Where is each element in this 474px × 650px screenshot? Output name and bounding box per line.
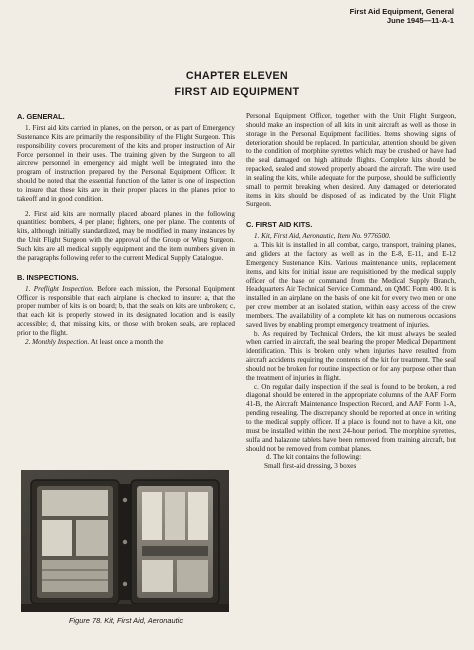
section-c-a: a. This kit is installed in all combat, cargo, transport, training planes, and gliders at the factory as well as in the E-8, E-11, and E-12 Emergency Sustenance Kits. Various maintenance units, replacement items, and kits for initial issue are requisitioned by the medical supply officer of the base or command from the Medical Supply Branch, Headquarters Air Technical Service Command, on QMC Form 400. It is installed in an airplane on the basis of one kit for every two men or one per crew member at an isolated station, within easy access of the crew members. The availability of a complete kit has on numerous occasions saved lives by enabling prompt emergency treatment of injuries. bbox=[246, 241, 456, 329]
kit-item-lead: 1. Kit, First Aid, Aeronautic, Item No. 9776500. bbox=[254, 232, 391, 241]
monthly-continuation: Personal Equipment Officer, together with the Unit Flight Surgeon, should make an inspection of all kits in unit aircraft as well as those in storage in the Personal Equipment facilities. Items showing signs of deterioration should be replaced. In particular, attention should be given to the condition of morphine syrettes which may be crushed or have had the seal damaged on high altitude flights. Complete kits should be repacked, sealed and stowed properly aboard the aircraft. The wire used in sealing the kits, while adequate for the purpose, should be sufficiently small to permit breaking when desired. Any damaged or deteriorated items in kits should be disposed of as indicated by the Unit Flight Surgeon. bbox=[246, 112, 456, 209]
right-column bbox=[246, 112, 456, 471]
section-b-paragraph-1 bbox=[17, 285, 235, 338]
chapter-title: FIRST AID EQUIPMENT bbox=[174, 86, 300, 98]
first-aid-kit-photo bbox=[21, 470, 229, 612]
section-b-heading: B. INSPECTIONS. bbox=[17, 272, 79, 282]
chapter-label: CHAPTER ELEVEN bbox=[185, 70, 289, 82]
monthly-text: At least once a month the bbox=[89, 337, 164, 346]
running-head-title: First Aid Equipment, General bbox=[349, 7, 454, 16]
monthly-lead: 2. Monthly Inspection. bbox=[25, 337, 90, 346]
preflight-lead: 1. Preflight Inspection. bbox=[25, 284, 94, 293]
first-aid-kit-photo-drawing bbox=[21, 470, 229, 612]
section-b-paragraph-2 bbox=[17, 338, 235, 347]
kit-contents-item-1: Small first-aid dressing, 3 boxes bbox=[264, 462, 357, 471]
section-c-c: c. On regular daily inspection if the seal is found to be broken, a red diagonal should be entered in the appropriate columns of the AAF Form 41-B, the Aircraft Maintenance Inspection Record, and AAF Form 1-A, pending resealing. The discrepancy should be reported at once in writing to the medical supply officer. If a place is found not to have a kit, one must be installed within the next 24-hour period. The morphine syrettes, sulfa and halazone tablets have been removed from training aircraft, but should not be removed from combat planes. bbox=[246, 382, 456, 453]
section-a-paragraph-1: 1. First aid kits carried in planes, on the person, or as part of Emergency Sustenance Kits are primarily the responsibility of the Flight Surgeon. This responsibility covers procurement of the kits and proper instruction of Air Force personnel in their uses. The training given by the Surgeon to all aircrew personnel in emergency aid might well be integrated into the program of instruction prepared by the Personal Equipment Officer. It should be noted that the essential function of the latter is one of inspection to insure that these kits are in their proper places in the planes prior to takeoff and in good condition. bbox=[17, 124, 235, 203]
figure-caption: Figure 78. Kit, First Aid, Aeronautic bbox=[68, 616, 184, 625]
left-column bbox=[17, 112, 235, 347]
kit-item-title bbox=[246, 232, 456, 241]
preflight-text: Before each mission, the Personal Equipment Officer is responsible that each airplane is checked to insure: a, that the proper number of kits is on board; b, that the seals on kits are unbroken; c, that each kit is properly stowed in its designated location and is easily accessible; d, that missing kits, or those with broken seals, are replaced prior to the flight. bbox=[17, 284, 236, 337]
section-c-d: d. The kit contains the following: bbox=[266, 453, 362, 462]
section-a-paragraph-2: 2. First aid kits are normally placed aboard planes in the following quantities: bombers, 4 per plane; fighters, one per plane. The contents of kits, although initially standardized, may be modified in many instances by the Unit Flight Surgeon with the approval of the Group or Wing Surgeon. Such kits are all medical supply equipment and the item numbers given in the paragraphs following refer to the current Medical Supply Catalogue. bbox=[17, 209, 235, 262]
section-c-b: b. As required by Technical Orders, the kit must always be sealed when carried in aircraft, the seal bearing the proper Medical Department identification. This is broken only when injuries have resulted from aircraft accidents requiring the contents of the kit for treatment. The seal should not be broken for routine inspection or for any purpose other than the treatment of injuries in flight. bbox=[246, 329, 456, 382]
running-head-date: June 1945—11-A-1 bbox=[386, 16, 454, 26]
section-a-heading: A. GENERAL. bbox=[17, 112, 65, 121]
running-head bbox=[214, 7, 454, 25]
section-c-heading: C. FIRST AID KITS. bbox=[246, 220, 313, 230]
